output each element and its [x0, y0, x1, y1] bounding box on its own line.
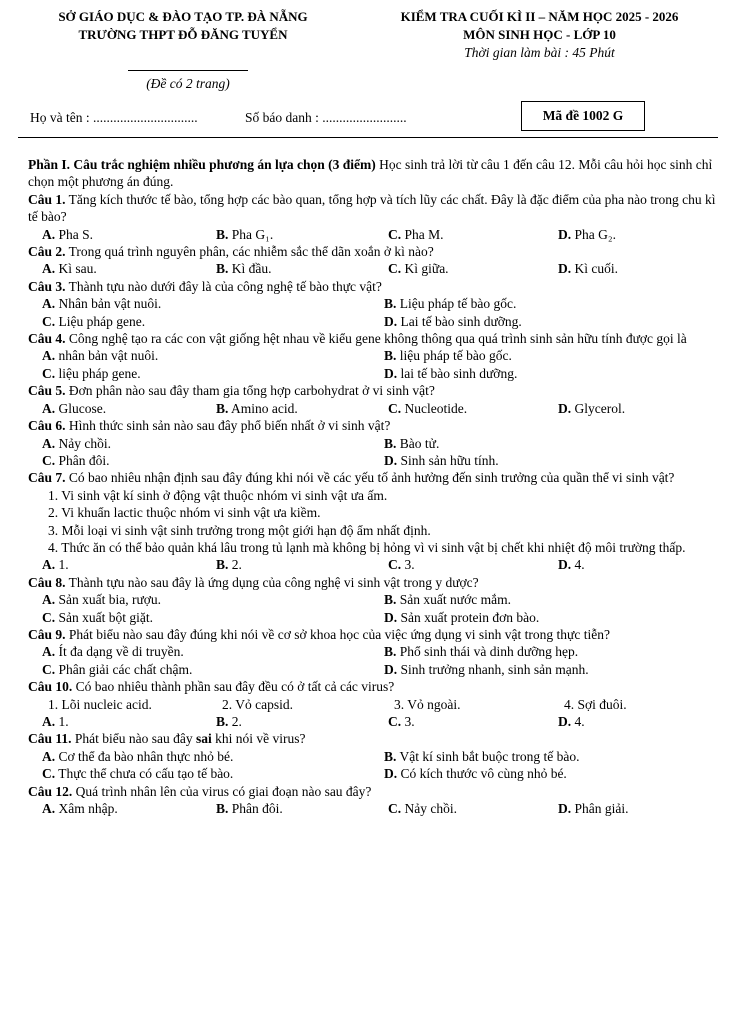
option-letter: C. — [42, 452, 56, 468]
option-letter: C. — [388, 400, 402, 416]
option-text: Phân đôi. — [55, 452, 110, 468]
question-text-end: khi nói về virus? — [211, 731, 306, 747]
question-label: Câu 6. — [28, 418, 66, 434]
option-text: 2. — [228, 714, 242, 729]
option-letter: C. — [388, 714, 402, 729]
part-heading — [28, 156, 718, 191]
option-a[interactable] — [42, 800, 216, 817]
exam-title: KIỂM TRA CUỐI KÌ II – NĂM HỌC 2025 - 2026 — [400, 9, 679, 24]
option-text: Vật kí sinh bắt buộc trong tế bào. — [396, 748, 580, 764]
question-text: Công nghệ tạo ra các con vật giống hệt nhau về kiểu gene không thông qua quá trình sinh sản hữu tính được gọi là — [65, 331, 687, 347]
option-text: Lai tế bào sinh dưỡng. — [397, 313, 522, 329]
question-6 — [28, 417, 718, 434]
option-c[interactable] — [388, 400, 558, 417]
question-label: Câu 7. — [28, 470, 66, 486]
option-a[interactable] — [42, 643, 384, 660]
option-letter: A. — [42, 557, 56, 573]
statement: 2. Vỏ capsid. — [222, 696, 293, 712]
part-instructions: Học sinh trả lời từ câu 1 đến câu 12. Mỗi câu hỏi học sinh chỉ chọn một phương án đúng. — [28, 157, 713, 190]
question-10 — [28, 678, 718, 695]
statement: 3. Vỏ ngoài. — [394, 696, 461, 712]
option-text: Glycerol. — [571, 400, 626, 416]
option-letter: A. — [42, 435, 56, 451]
option-c[interactable] — [388, 226, 558, 243]
option-letter: A. — [42, 261, 56, 277]
option-text: Pha M. — [401, 226, 444, 242]
option-c[interactable] — [42, 365, 384, 382]
options-row — [28, 765, 718, 782]
question-text: Thành tựu nào dưới đây là của công nghệ tế bào thực vật? — [65, 278, 382, 294]
question-label: Câu 10. — [28, 679, 73, 695]
option-text: Liệu pháp gene. — [55, 313, 146, 329]
question-text-emphasis: sai — [196, 731, 212, 747]
option-letter: D. — [558, 400, 572, 416]
option-text: liệu pháp gene. — [55, 365, 141, 381]
option-text: 1. — [55, 714, 69, 729]
option-text: Xâm nhập. — [55, 801, 118, 817]
option-b[interactable] — [216, 713, 388, 730]
question-text: Phát biểu nào sau đây — [71, 731, 196, 747]
question-text: Hình thức sinh sản nào sau đây phổ biến nhất ở vi sinh vật? — [65, 418, 391, 434]
option-text: Bào tử. — [396, 435, 440, 451]
question-text: Phát biểu nào sau đây đúng khi nói về cơ sở khoa học của việc ứng dụng vi sinh vật trong thực tiễn? — [65, 626, 610, 642]
options-row — [28, 313, 718, 330]
option-letter: A. — [42, 400, 56, 416]
option-text: Kì giữa. — [401, 261, 449, 277]
option-letter: B. — [384, 296, 397, 312]
option-c[interactable] — [42, 661, 384, 678]
question-label: Câu 4. — [28, 331, 66, 347]
header-separator — [18, 137, 718, 138]
option-text: Pha G₁. — [228, 226, 274, 242]
option-letter: D. — [384, 313, 398, 329]
options-row — [28, 713, 718, 730]
option-c[interactable] — [42, 452, 384, 469]
option-a[interactable] — [42, 295, 384, 312]
option-letter: D. — [558, 714, 572, 729]
options-row — [28, 260, 718, 277]
header-right — [352, 8, 727, 62]
option-letter: A. — [42, 592, 56, 608]
question-5 — [28, 382, 718, 399]
option-letter: D. — [384, 365, 398, 381]
option-c[interactable] — [388, 713, 558, 730]
header-divider — [128, 70, 248, 71]
option-a[interactable] — [42, 400, 216, 417]
option-b[interactable] — [216, 226, 388, 243]
option-b[interactable] — [216, 400, 388, 417]
options-row — [28, 643, 718, 660]
option-text: Nhân bản vật nuôi. — [55, 296, 162, 312]
option-text: Nucleotide. — [401, 400, 468, 416]
statement: 4. Sợi đuôi. — [564, 696, 627, 712]
option-text: 3. — [401, 557, 415, 573]
options-row — [28, 295, 718, 312]
option-letter: C. — [42, 766, 56, 782]
option-text: Cơ thể đa bào nhân thực nhỏ bé. — [55, 748, 234, 764]
option-a[interactable] — [42, 556, 216, 573]
option-letter: D. — [558, 226, 572, 242]
options-row — [28, 365, 718, 382]
option-text: Nảy chồi. — [401, 801, 457, 817]
question-1 — [28, 191, 718, 226]
options-row — [28, 591, 718, 608]
statement: 1. Vi sinh vật kí sinh ở động vật thuộc nhóm vi sinh vật ưa ấm. — [48, 487, 388, 503]
option-letter: A. — [42, 226, 56, 242]
statement: 3. Mỗi loại vi sinh vật sinh trưởng trong một giới hạn độ ẩm nhất định. — [48, 522, 431, 538]
option-b[interactable] — [384, 435, 439, 452]
options-row — [28, 347, 718, 364]
option-text: Phân giải các chất chậm. — [55, 661, 193, 677]
option-text: Kì sau. — [55, 261, 97, 277]
option-letter: B. — [384, 348, 397, 364]
question-11 — [28, 730, 718, 747]
question-label: Câu 12. — [28, 783, 73, 799]
option-letter: C. — [388, 801, 402, 817]
option-text: 3. — [401, 714, 415, 729]
option-d[interactable] — [558, 400, 625, 417]
option-text: 1. — [55, 557, 69, 573]
option-a[interactable] — [42, 347, 384, 364]
question-12 — [28, 783, 718, 800]
option-letter: B. — [216, 557, 229, 573]
question-text: Có bao nhiêu thành phần sau đây đều có ở tất cả các virus? — [72, 679, 395, 695]
option-letter: A. — [42, 748, 56, 764]
question-label: Câu 5. — [28, 383, 66, 399]
option-d[interactable] — [558, 556, 585, 573]
question-label: Câu 3. — [28, 278, 66, 294]
school-name: TRƯỜNG THPT ĐỖ ĐĂNG TUYỂN — [78, 27, 288, 42]
option-text: Sinh sản hữu tính. — [397, 452, 499, 468]
option-letter: A. — [42, 801, 56, 817]
question-text: Đơn phân nào sau đây tham gia tổng hợp carbohydrat ở vi sinh vật? — [65, 383, 435, 399]
option-text: Pha G₂. — [571, 226, 616, 242]
question-text: Có bao nhiêu nhận định sau đây đúng khi nói về các yếu tố ảnh hưởng đến sinh trưởng của quần thể vi sinh vật? — [65, 470, 675, 486]
header-left — [18, 8, 348, 44]
sbd-field: Số báo danh : ......................... — [245, 110, 407, 125]
statement-row — [28, 696, 718, 713]
option-letter: D. — [558, 801, 572, 817]
option-b[interactable] — [384, 347, 512, 364]
option-letter: A. — [42, 296, 56, 312]
option-letter: B. — [216, 261, 229, 277]
option-d[interactable] — [384, 452, 499, 469]
option-letter: B. — [216, 400, 229, 416]
option-d[interactable] — [384, 609, 539, 626]
option-b[interactable] — [216, 556, 388, 573]
dept-name: SỞ GIÁO DỤC & ĐÀO TẠO TP. ĐÀ NẴNG — [58, 9, 308, 24]
option-d[interactable] — [558, 226, 616, 243]
option-text: Kì đầu. — [228, 261, 272, 277]
option-text: 4. — [571, 714, 585, 729]
options-row — [28, 556, 718, 573]
question-9 — [28, 626, 718, 643]
option-text: Sản xuất protein đơn bào. — [397, 609, 540, 625]
option-d[interactable] — [558, 260, 618, 277]
option-c[interactable] — [388, 800, 558, 817]
options-row — [28, 400, 718, 417]
option-d[interactable] — [384, 661, 589, 678]
options-row — [28, 748, 718, 765]
options-row — [28, 452, 718, 469]
option-text: lai tế bào sinh dưỡng. — [397, 365, 518, 381]
option-letter: C. — [42, 365, 56, 381]
question-text: Tăng kích thước tế bào, tổng hợp các bào quan, tổng hợp và tích lũy các chất. Đây là đặc điểm của pha nào trong chu kì tế bào? — [28, 191, 716, 225]
option-letter: D. — [384, 661, 398, 677]
option-b[interactable] — [384, 295, 516, 312]
option-a[interactable] — [42, 435, 384, 452]
option-a[interactable] — [42, 748, 384, 765]
question-3 — [28, 278, 718, 295]
question-4 — [28, 330, 718, 347]
option-text: 2. — [228, 557, 242, 573]
options-row — [28, 226, 718, 243]
option-d[interactable] — [558, 713, 585, 730]
option-text: Liệu pháp tế bào gốc. — [396, 296, 517, 312]
statement: 1. Lõi nucleic acid. — [48, 696, 152, 712]
option-a[interactable] — [42, 226, 216, 243]
option-b[interactable] — [384, 643, 578, 660]
question-2 — [28, 243, 718, 260]
question-label: Câu 1. — [28, 191, 66, 207]
option-letter: C. — [388, 226, 402, 242]
option-letter: B. — [384, 644, 397, 660]
option-letter: D. — [558, 557, 572, 573]
option-d[interactable] — [384, 313, 522, 330]
option-text: Sản xuất bột giặt. — [55, 609, 153, 625]
option-text: Pha S. — [55, 226, 94, 242]
option-letter: C. — [388, 557, 402, 573]
option-c[interactable] — [388, 260, 558, 277]
question-text: Thành tựu nào sau đây là ứng dụng của công nghệ vi sinh vật trong y dược? — [65, 574, 479, 590]
subject-title: MÔN SINH HỌC - LỚP 10 — [463, 27, 616, 42]
exam-code-box: Mã đề 1002 G — [521, 101, 645, 131]
question-text: Trong quá trình nguyên phân, các nhiễm sắc thể dãn xoắn ở kì nào? — [65, 244, 434, 260]
option-text: 4. — [571, 557, 585, 573]
option-text: Amino acid. — [228, 400, 298, 416]
option-c[interactable] — [388, 556, 558, 573]
question-label: Câu 9. — [28, 626, 66, 642]
option-text: Kì cuối. — [571, 261, 618, 277]
option-a[interactable] — [42, 260, 216, 277]
option-a[interactable] — [42, 713, 216, 730]
option-letter: C. — [42, 313, 56, 329]
question-label: Câu 2. — [28, 244, 66, 260]
option-letter: A. — [42, 348, 56, 364]
option-b[interactable] — [216, 800, 388, 817]
question-8 — [28, 574, 718, 591]
option-letter: B. — [384, 748, 397, 764]
option-d[interactable] — [384, 365, 517, 382]
option-letter: B. — [216, 226, 229, 242]
option-text: liệu pháp tế bào gốc. — [396, 348, 512, 364]
option-text: Ít đa dạng về di truyền. — [55, 644, 184, 660]
option-b[interactable] — [384, 591, 511, 608]
option-c[interactable] — [42, 765, 384, 782]
option-a[interactable] — [42, 591, 384, 608]
option-d[interactable] — [558, 800, 629, 817]
option-b[interactable] — [384, 748, 579, 765]
options-row — [28, 609, 718, 626]
question-7 — [28, 469, 718, 486]
option-letter: C. — [42, 609, 56, 625]
option-text: nhân bản vật nuôi. — [55, 348, 159, 364]
page-count: (Đề có 2 trang) — [146, 76, 230, 91]
option-letter: D. — [384, 609, 398, 625]
options-row — [28, 435, 718, 452]
option-letter: D. — [558, 261, 572, 277]
option-letter: D. — [384, 766, 398, 782]
option-text: Sản xuất bia, rượu. — [55, 592, 162, 608]
option-text: Phân đôi. — [228, 801, 283, 817]
option-letter: B. — [216, 714, 229, 729]
option-text: Có kích thước vô cùng nhỏ bé. — [397, 766, 567, 782]
question-label: Câu 11. — [28, 731, 72, 747]
option-c[interactable] — [42, 313, 384, 330]
exam-time: Thời gian làm bài : 45 Phút — [464, 45, 615, 60]
option-letter: B. — [216, 801, 229, 817]
question-text: Quá trình nhân lên của virus có giai đoạn nào sau đây? — [72, 783, 372, 799]
option-text: Sản xuất nước mắm. — [396, 592, 511, 608]
option-c[interactable] — [42, 609, 384, 626]
option-letter: A. — [42, 714, 56, 729]
option-letter: A. — [42, 644, 56, 660]
option-letter: D. — [384, 452, 398, 468]
option-text: Phổ sinh thái và dinh dưỡng hẹp. — [396, 644, 579, 660]
option-letter: C. — [388, 261, 402, 277]
option-text: Sinh trưởng nhanh, sinh sản mạnh. — [397, 661, 589, 677]
option-text: Thực thể chưa có cấu tạo tế bào. — [55, 766, 234, 782]
options-row — [28, 661, 718, 678]
question-label: Câu 8. — [28, 574, 66, 590]
option-text: Glucose. — [55, 400, 107, 416]
option-text: Nảy chồi. — [55, 435, 111, 451]
statement: 2. Vi khuẩn lactic thuộc nhóm vi sinh vật ưa kiềm. — [48, 505, 321, 521]
option-text: Phân giải. — [571, 801, 629, 817]
part-title: Phần I. Câu trắc nghiệm nhiều phương án lựa chọn (3 điểm) — [28, 157, 376, 172]
options-row — [28, 800, 718, 817]
statement: 4. Thức ăn có thể bảo quản khá lâu trong tủ lạnh mà không bị hỏng vì vi sinh vật bị chết khi nhiệt độ môi trường thấp. — [48, 539, 686, 555]
option-letter: C. — [42, 661, 56, 677]
option-letter: B. — [384, 435, 397, 451]
option-b[interactable] — [216, 260, 388, 277]
name-field: Họ và tên : ............................... — [30, 110, 198, 125]
option-letter: B. — [384, 592, 397, 608]
exam-content — [28, 156, 718, 817]
option-d[interactable] — [384, 765, 567, 782]
